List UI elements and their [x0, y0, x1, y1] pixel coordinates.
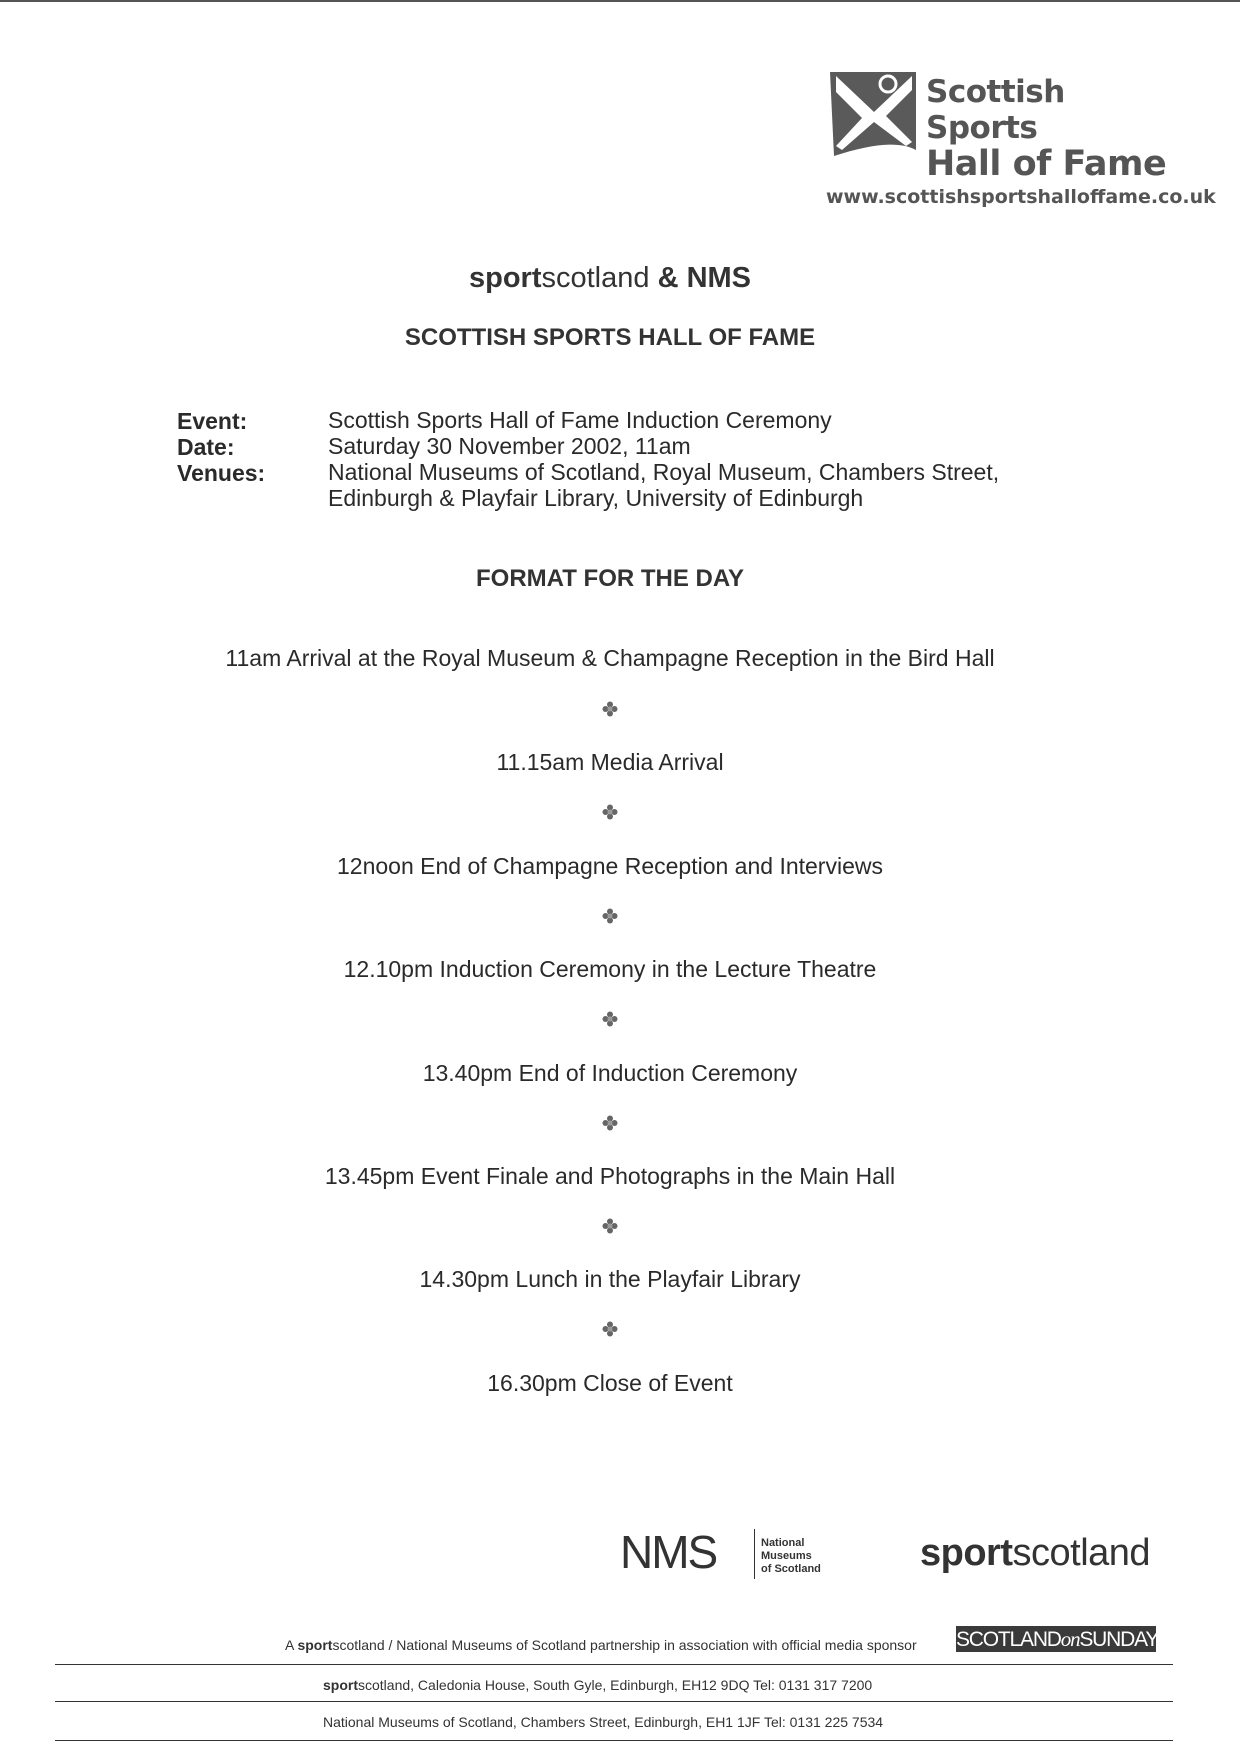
schedule-item: 11.15am Media Arrival — [496, 749, 724, 775]
sponsor-part2: on — [1060, 1627, 1080, 1651]
schedule-item: 12noon End of Champagne Reception and Interviews — [337, 853, 883, 879]
flower-bullet-icon — [602, 1011, 618, 1027]
event-venue-line2: Edinburgh & Playfair Library, University of Edinburgh — [328, 485, 864, 511]
nms-name-line1: National — [761, 1537, 805, 1549]
schedule-item: 13.40pm End of Induction Ceremony — [422, 1060, 798, 1086]
format-heading: FORMAT FOR THE DAY — [476, 565, 744, 592]
flower-bullet-icon — [602, 1115, 618, 1131]
event-date: Saturday 30 November 2002, 11am — [328, 433, 691, 459]
event-labels — [177, 408, 265, 486]
logo-title-line1: Scottish Sports — [926, 74, 1065, 146]
nms-logo — [620, 1523, 832, 1583]
sponsor-part1: SCOTLAND — [956, 1628, 1061, 1651]
schedule-item: 12.10pm Induction Ceremony in the Lecture Theatre — [343, 956, 877, 982]
footer-divider — [55, 1664, 1173, 1665]
nms-name-line3: of Scotland — [761, 1563, 821, 1575]
partner-prefix: A — [285, 1637, 298, 1653]
website-link[interactable]: www.scottishsportshalloffame.co.uk — [826, 186, 1216, 208]
schedule-item: 14.30pm Lunch in the Playfair Library — [419, 1266, 801, 1292]
footer-divider — [55, 1701, 1173, 1702]
sportscotland-address — [323, 1677, 872, 1693]
label-venues: Venues: — [177, 460, 266, 486]
organiser-suffix: & NMS — [657, 262, 752, 294]
organisers-heading — [0, 262, 1220, 295]
flower-bullet-icon — [602, 1218, 618, 1234]
label-date: Date: — [177, 434, 235, 460]
sportscotland-logo — [920, 1532, 1150, 1575]
partner-bold: sport — [297, 1637, 333, 1653]
flower-bullet-icon — [602, 908, 618, 924]
organiser-rest: scotland — [541, 262, 650, 294]
schedule-item: 16.30pm Close of Event — [487, 1370, 733, 1396]
nms-divider — [754, 1529, 755, 1579]
organiser-bold: sport — [468, 262, 542, 294]
scotland-on-sunday-logo — [956, 1626, 1159, 1652]
saltire-figure-icon — [828, 70, 920, 160]
flower-bullet-icon — [602, 701, 618, 717]
event-venue-line1: National Museums of Scotland, Royal Museum, Chambers Street, — [328, 459, 1000, 485]
event-values — [328, 407, 999, 511]
ss-logo-rest: scotland — [1012, 1532, 1151, 1574]
label-event: Event: — [177, 408, 248, 434]
partner-rest: scotland / National Museums of Scotland partnership in association with official media sponsor — [332, 1637, 917, 1653]
schedule-item: 13.45pm Event Finale and Photographs in the Main Hall — [324, 1163, 896, 1189]
hall-of-fame-logo — [828, 66, 1172, 184]
flower-bullet-icon — [602, 804, 618, 820]
event-name: Scottish Sports Hall of Fame Induction Ceremony — [328, 407, 832, 433]
sponsor-part3: SUNDAY — [1079, 1628, 1159, 1651]
logo-title-line2: Hall of Fame — [926, 144, 1167, 184]
document-title: SCOTTISH SPORTS HALL OF FAME — [404, 324, 816, 351]
top-border — [0, 0, 1240, 2]
nms-address: National Museums of Scotland, Chambers Street, Edinburgh, EH1 1JF Tel: 0131 225 7534 — [323, 1714, 884, 1730]
partnership-note — [285, 1637, 917, 1653]
schedule-item: 11am Arrival at the Royal Museum & Champagne Reception in the Bird Hall — [225, 645, 995, 671]
nms-wordmark: NMS — [620, 1526, 717, 1578]
nms-name-line2: Museums — [761, 1550, 812, 1562]
address1-rest: scotland, Caledonia House, South Gyle, Edinburgh, EH12 9DQ Tel: 0131 317 7200 — [358, 1677, 873, 1693]
ss-logo-bold: sport — [920, 1532, 1013, 1574]
flower-bullet-icon — [602, 1321, 618, 1337]
footer-divider — [55, 1740, 1173, 1741]
nms-name — [761, 1537, 821, 1576]
address1-bold: sport — [323, 1677, 358, 1693]
